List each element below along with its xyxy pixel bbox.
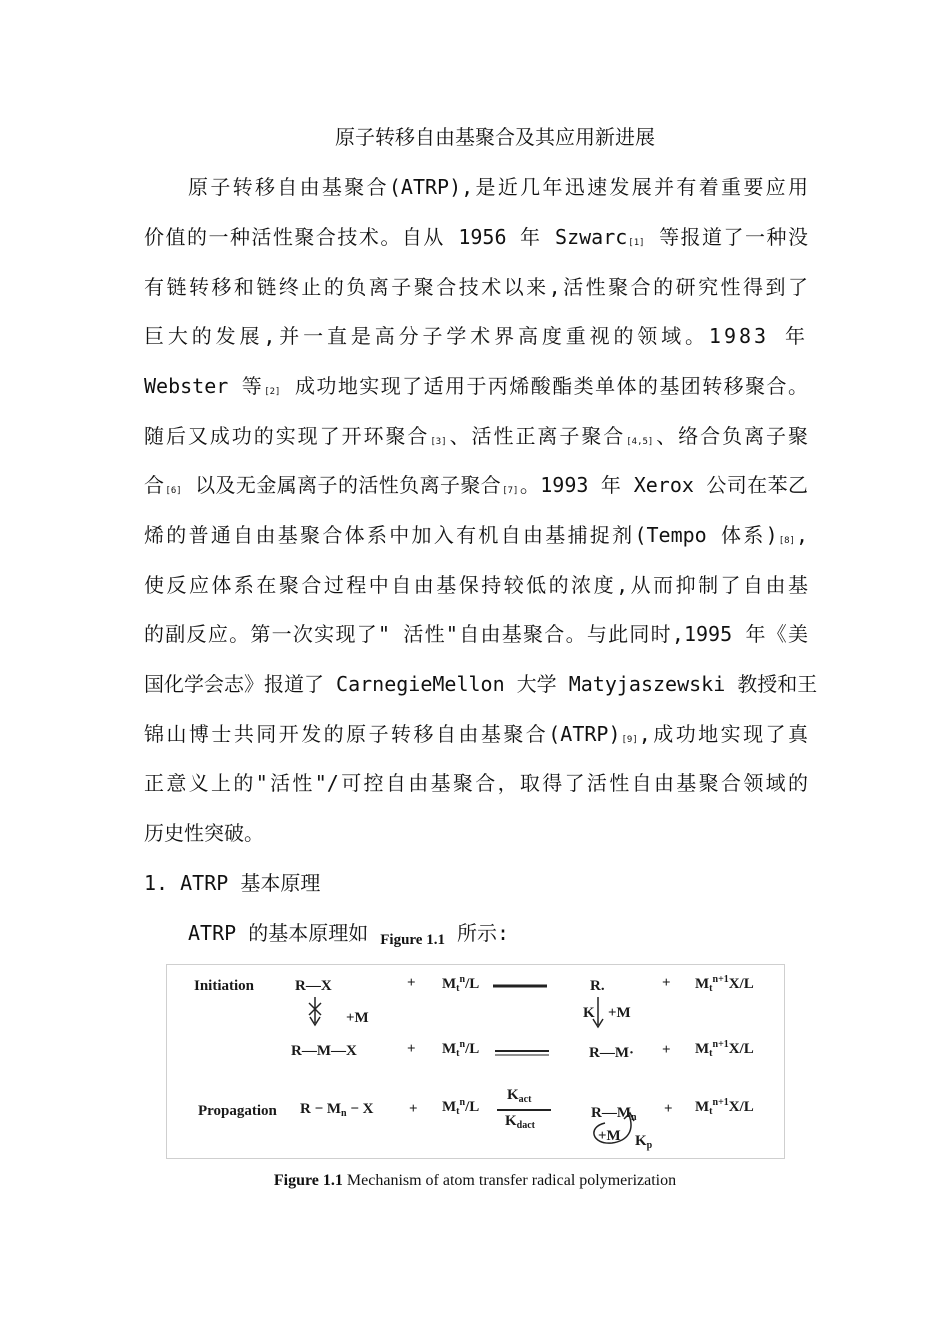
citation-ref[interactable]: [7] <box>502 486 519 496</box>
text: 价值的一种活性聚合技术。自从 1956 年 Szwarc <box>144 225 628 249</box>
text: ATRP 的基本原理如 <box>188 921 381 945</box>
text: 原子转移自由基聚合(ATRP),是近几年迅速发展并有着重要应用 <box>188 175 808 199</box>
text: 等报道了一种没 <box>645 225 808 249</box>
citation-ref[interactable]: [2] <box>264 387 281 397</box>
citation-ref[interactable]: [6] <box>165 486 182 496</box>
plus-sign: + <box>662 1042 671 1058</box>
paragraph-line <box>144 820 808 846</box>
monomer-addition: +M <box>608 1005 631 1021</box>
initiation-label: Initiation <box>194 978 255 994</box>
catalyst-mt-n: $M_t^n/L$ <box>442 974 480 994</box>
plus-sign: + <box>409 1101 418 1117</box>
heading-text: 1. ATRP 基本原理 <box>144 871 321 895</box>
paragraph-line <box>144 671 818 697</box>
dormant-chain: $R - M_n - X$ <box>300 1101 374 1119</box>
page-title: 原子转移自由基聚合及其应用新进展 <box>335 125 655 149</box>
plus-sign: + <box>664 1101 673 1117</box>
paragraph-line <box>188 174 808 200</box>
text: 使反应体系在聚合过程中自由基保持较低的浓度,从而抑制了自由基 <box>144 573 808 597</box>
monomer-addition: +M <box>346 1010 369 1026</box>
paragraph-line <box>144 224 808 256</box>
rate-constant-k: K <box>583 1005 595 1021</box>
paragraph-line <box>144 373 808 405</box>
paragraph-line <box>144 423 808 455</box>
paragraph-line <box>144 472 808 504</box>
text: 的副反应。第一次实现了" 活性"自由基聚合。与此同时,1995 年《美 <box>144 622 808 646</box>
deactivator-mt-n1: $M_t^{n+1}X/L$ <box>695 974 754 994</box>
atrp-mechanism-figure <box>166 964 785 1159</box>
monomer-addition: +M <box>598 1128 621 1144</box>
radical-rm: R—M· <box>589 1045 634 1061</box>
species-rx: R—X <box>295 978 332 994</box>
text: 成功地实现了适用于丙烯酸酯类单体的基团转移聚合。 <box>281 374 808 398</box>
paragraph-line <box>144 621 808 647</box>
caption-text: Mechanism of atom transfer radical polymerization <box>342 1172 677 1189</box>
paragraph-line <box>144 721 808 753</box>
citation-ref[interactable]: [9] <box>621 735 638 745</box>
deactivator-mt-n1: $M_t^{n+1}X/L$ <box>695 1039 754 1059</box>
propagation-label: Propagation <box>198 1103 277 1119</box>
citation-ref[interactable]: [3] <box>430 437 447 447</box>
text: ,成功地实现了真 <box>638 722 808 746</box>
catalyst-mt-n: $M_t^n/L$ <box>442 1097 480 1117</box>
citation-ref[interactable]: [8] <box>778 536 795 546</box>
plus-sign: + <box>407 1041 416 1057</box>
active-chain: $R—M_n$ <box>591 1105 637 1123</box>
figure-reference[interactable]: Figure 1.1 <box>380 932 445 948</box>
citation-ref[interactable]: [4,5] <box>626 437 654 447</box>
text: 、络合负离子聚 <box>654 424 808 448</box>
text: 、活性正离子聚合 <box>447 424 626 448</box>
caption-label: Figure 1.1 <box>273 1172 343 1189</box>
text: 所示: <box>444 921 510 945</box>
text: Webster 等 <box>144 374 264 398</box>
figure-intro <box>188 920 808 953</box>
text: 。1993 年 Xerox 公司在苯乙 <box>519 473 808 497</box>
text: 锦山博士共同开发的原子转移自由基聚合(ATRP) <box>144 722 621 746</box>
text: 烯的普通自由基聚合体系中加入有机自由基捕捉剂(Tempo 体系) <box>144 523 778 547</box>
text: 以及无金属离子的活性负离子聚合 <box>182 473 502 497</box>
paragraph-line <box>144 572 808 598</box>
paragraph-line <box>144 770 808 796</box>
text: 历史性突破。 <box>144 821 264 845</box>
catalyst-mt-n: $M_t^n/L$ <box>442 1039 480 1059</box>
paragraph-line <box>144 274 808 300</box>
plus-sign: + <box>662 975 671 991</box>
deactivator-mt-n1: $M_t^{n+1}X/L$ <box>695 1097 754 1117</box>
k-activation: $K_{act}$ <box>507 1087 532 1105</box>
text: , <box>795 523 808 547</box>
text: 有链转移和链终止的负离子聚合技术以来,活性聚合的研究性得到了 <box>144 275 808 299</box>
k-deactivation: $K_{dact}$ <box>505 1113 536 1131</box>
figure-caption <box>0 1172 950 1190</box>
citation-ref[interactable]: [1] <box>628 238 645 248</box>
text: 巨大的发展,并一直是高分子学术界高度重视的领域。1983 年 <box>144 324 808 348</box>
text: 国化学会志》报道了 CarnegieMellon 大学 Matyjaszewski 教授和王 <box>144 672 818 696</box>
paragraph-line <box>144 323 808 349</box>
paragraph-line <box>144 522 808 554</box>
species-rmx: R—M—X <box>291 1043 357 1059</box>
rate-constant-kp: $K_p$ <box>635 1133 653 1151</box>
section-heading <box>144 870 808 896</box>
plus-sign: + <box>407 975 416 991</box>
text: 合 <box>144 473 165 497</box>
radical-r: R. <box>590 978 605 994</box>
text: 正意义上的"活性"/可控自由基聚合，取得了活性自由基聚合领域的 <box>144 771 808 795</box>
text: 随后又成功的实现了开环聚合 <box>144 424 430 448</box>
